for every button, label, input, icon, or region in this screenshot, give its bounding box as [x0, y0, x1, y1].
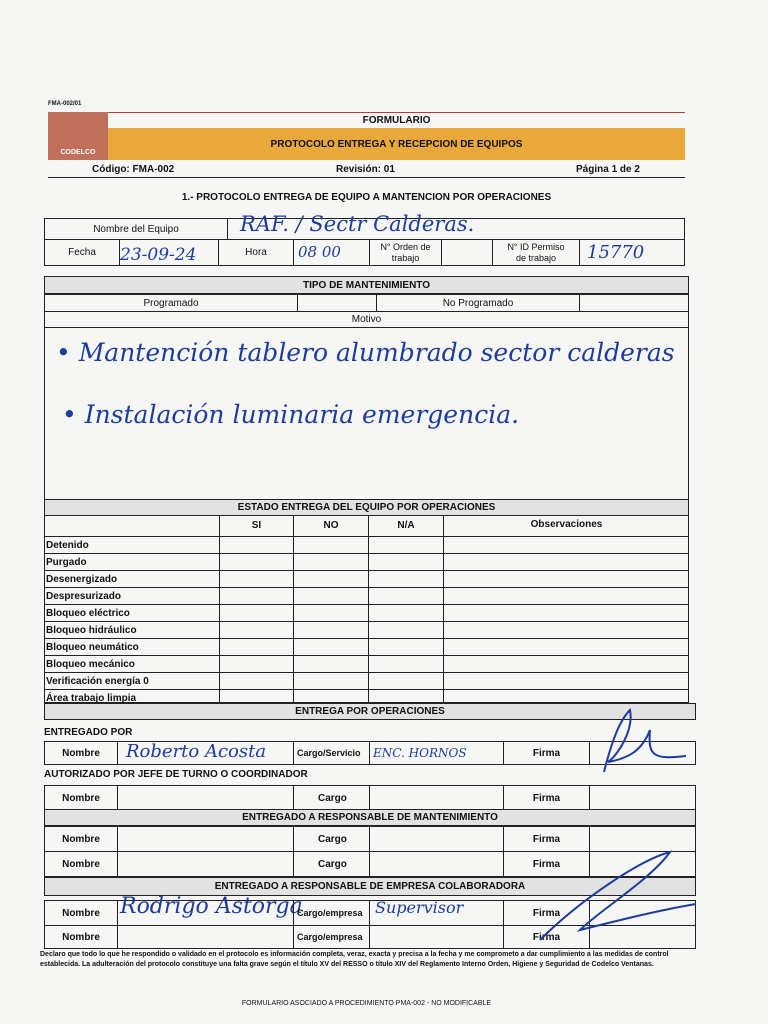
mant-firma-label-2: Firma	[503, 851, 590, 877]
estado-row-label: Bloqueo hidráulico	[44, 622, 219, 639]
estado-row-label: Desenergizado	[44, 571, 219, 588]
estado-title: ESTADO ENTREGA DEL EQUIPO POR OPERACIONES	[44, 499, 689, 516]
pagina: Página 1 de 2	[576, 164, 640, 175]
revision: Revisión: 01	[336, 164, 395, 175]
estado-row-label: Despresurizado	[44, 588, 219, 605]
empresa-cargo-label-2: Cargo/empresa	[293, 925, 370, 949]
estado-row-label: Bloqueo mecánico	[44, 656, 219, 673]
mant-cargo-field-2[interactable]	[369, 851, 504, 877]
estado-row-cells[interactable]	[219, 537, 689, 554]
motivo-line-1: • Mantención tablero alumbrado sector calderas	[56, 338, 675, 367]
permiso-label	[492, 239, 580, 266]
mant-nombre-label-2: Nombre	[44, 851, 118, 877]
mant-cargo-field-1[interactable]	[369, 826, 504, 852]
fecha-label: Fecha	[44, 239, 120, 266]
estado-row-cells[interactable]	[219, 622, 689, 639]
empresa-nombre-label-1: Nombre	[44, 900, 118, 926]
signature-2	[520, 840, 700, 950]
estado-row-cells[interactable]	[219, 639, 689, 656]
hora-label: Hora	[218, 239, 294, 266]
cargo-servicio-value: ENC. HORNOS	[373, 746, 467, 760]
estado-row-label: Bloqueo neumático	[44, 639, 219, 656]
nombre-equipo-label: Nombre del Equipo	[44, 218, 228, 240]
programado-label: Programado	[44, 294, 298, 312]
mantenimiento-title: ENTREGADO A RESPONSABLE DE MANTENIMIENTO	[44, 809, 696, 826]
mant-nombre-field-2[interactable]	[117, 851, 294, 877]
autorizado-cargo-label: Cargo	[293, 785, 370, 811]
fecha-value: 23-09-24	[120, 245, 197, 265]
declaration-text: Declaro que todo lo que he respondido o validado en el protocolo es información completa, veraz, exacta y precisa a la fecha y me comprometo a dar cumplimiento a las medidas de control establecida. La adulteración del protocolo constituye una falta grave según el título XV del RESSO o título XIV del Reglamento Interno Orden, Higiene y Seguridad de Codelco Ventanas.	[40, 951, 669, 968]
autorizado-nombre-label: Nombre	[44, 785, 118, 811]
empresa-nombre-value: Rodrigo Astorga	[120, 894, 303, 919]
mant-cargo-label-2: Cargo	[293, 851, 370, 877]
mant-nombre-label-1: Nombre	[44, 826, 118, 852]
orden-label-1: N° Orden de	[380, 241, 431, 252]
orden-label-2: trabajo	[391, 252, 420, 263]
signature-1	[590, 700, 690, 780]
autorizado-cargo-field[interactable]	[369, 785, 504, 811]
empresa-title: ENTREGADO A RESPONSABLE DE EMPRESA COLABORADORA	[44, 877, 696, 896]
estado-row-cells[interactable]	[219, 571, 689, 588]
estado-row-label: Verificación energía 0	[44, 673, 219, 690]
hora-value: 08 00	[298, 243, 341, 261]
estado-row-label: Detenido	[44, 537, 219, 554]
permiso-label-2: de trabajo	[515, 252, 557, 263]
logo-text: CODELCO	[60, 149, 96, 156]
nombre-equipo-value: RAF. / Sectr Calderas.	[240, 212, 475, 236]
motivo-line-2: • Instalación luminaria emergencia.	[62, 400, 520, 429]
estado-row-cells[interactable]	[219, 588, 689, 605]
motivo-label: Motivo	[44, 311, 689, 328]
codigo: Código: FMA-002	[92, 164, 175, 175]
autorizado-nombre-field[interactable]	[117, 785, 294, 811]
programado-check[interactable]	[297, 294, 377, 312]
orden-label	[369, 239, 442, 266]
estado-row-cells[interactable]	[219, 673, 689, 690]
header-rule	[48, 177, 685, 178]
empresa-nombre-label-2: Nombre	[44, 925, 118, 949]
footer-note: FORMULARIO ASOCIADO A PROCEDIMIENTO PMA-002 - NO MODIFICABLE	[241, 1000, 492, 1007]
autorizado-firma-label: Firma	[503, 785, 590, 811]
form-label: FORMULARIO	[108, 112, 685, 128]
mant-firma-label-1: Firma	[503, 826, 590, 852]
mant-cargo-label-1: Cargo	[293, 826, 370, 852]
col-no: NO	[323, 520, 339, 531]
col-observaciones: Observaciones	[530, 519, 603, 530]
cargo-servicio-label: Cargo/Servicio	[293, 741, 370, 765]
orden-field[interactable]	[441, 239, 493, 266]
estado-row-cells[interactable]	[219, 605, 689, 622]
section1-title: 1.- PROTOCOLO ENTREGA DE EQUIPO A MANTENCION POR OPERACIONES	[181, 192, 552, 203]
entregado-nombre-value: Roberto Acosta	[126, 741, 267, 762]
no-programado-check[interactable]	[579, 294, 689, 312]
estado-row-label: Purgado	[44, 554, 219, 571]
entrega-title: ENTREGA POR OPERACIONES	[44, 703, 696, 720]
empresa-cargo-value: Supervisor	[375, 898, 464, 917]
estado-row-cells[interactable]	[219, 554, 689, 571]
permiso-label-1: N° ID Permiso	[507, 241, 565, 252]
empresa-firma-label-1: Firma	[503, 900, 590, 926]
empresa-firma-label-2: Firma	[503, 925, 590, 949]
estado-row-label: Bloqueo eléctrico	[44, 605, 219, 622]
doc-id: FMA-002/01	[48, 101, 82, 107]
empresa-cargo-label-1: Cargo/empresa	[293, 900, 370, 926]
mant-nombre-field-1[interactable]	[117, 826, 294, 852]
empresa-nombre-field-2[interactable]	[117, 925, 294, 949]
permiso-value: 15770	[587, 242, 645, 263]
tipo-title: TIPO DE MANTENIMIENTO	[44, 276, 689, 294]
no-programado-label: No Programado	[376, 294, 580, 312]
autorizado-firma-field[interactable]	[589, 785, 696, 811]
entregado-firma-label: Firma	[503, 741, 590, 765]
empresa-cargo-field-2[interactable]	[369, 925, 504, 949]
estado-row-label: Área trabajo limpia	[44, 690, 219, 707]
form-title: PROTOCOLO ENTREGA Y RECEPCION DE EQUIPOS	[108, 128, 685, 160]
estado-row-cells[interactable]	[219, 656, 689, 673]
col-na: N/A	[397, 520, 415, 531]
codelco-logo	[48, 112, 108, 160]
entregado-nombre-label: Nombre	[44, 741, 118, 765]
autorizado-title: AUTORIZADO POR JEFE DE TURNO O COORDINADOR	[44, 769, 308, 780]
entregado-por-label: ENTREGADO POR	[44, 727, 133, 738]
col-si: SI	[251, 520, 262, 531]
